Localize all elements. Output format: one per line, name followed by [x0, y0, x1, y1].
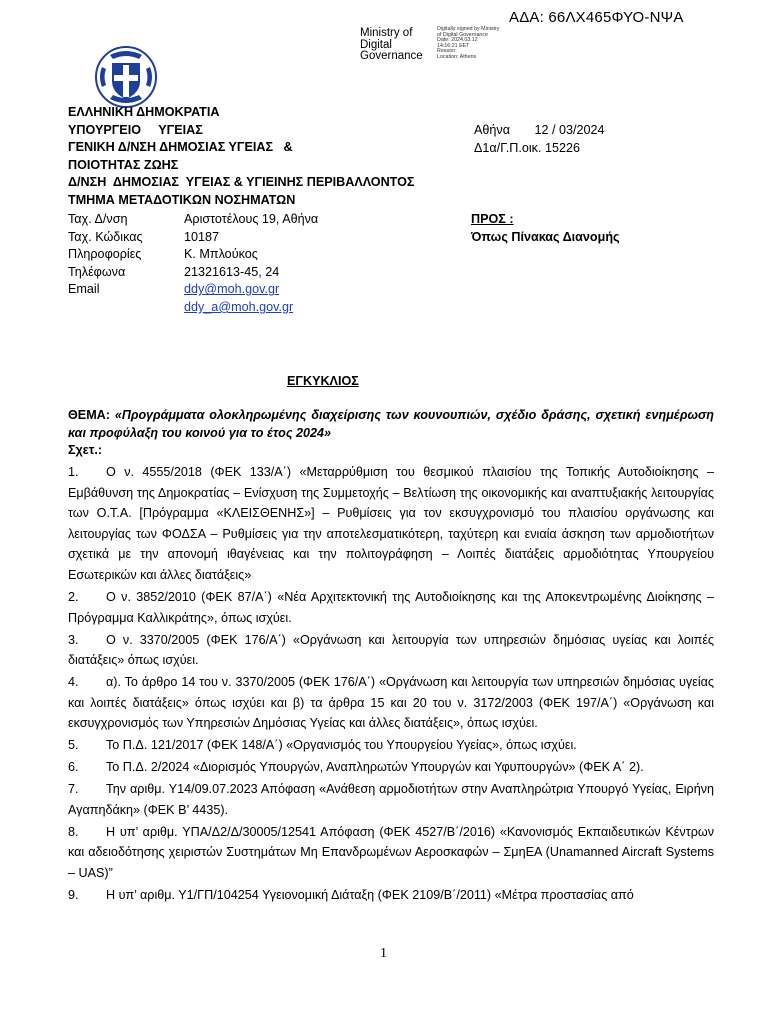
contact-value: Κ. Μπλούκος [184, 247, 258, 262]
item-number: 2. [68, 589, 79, 604]
contact-row [68, 299, 318, 317]
references-list [68, 462, 714, 907]
ministry-logo-text [360, 28, 423, 63]
contact-value: 10187 [184, 229, 220, 244]
references-label: Σχετ.: [68, 443, 103, 458]
signature-line: Date: 2024.03.12 [437, 37, 478, 44]
item-text: Ο ν. 4555/2018 (ΦΕΚ 133/Α΄) «Μεταρρύθμιση του θεσμικού πλαισίου της Τοπικής Αυτοδιοίκησης – Εμβάθυνση της Δημοκρατίας – Ενίσχυση της Συμμετοχής – Βελτίωση της οικονομικής και αναπτυξιακής λειτουργίας των Ο.Τ.Α. [Πρόγραμμα «ΚΛΕΙΣΘΕΝΗΣ»] – Ρυθμίσεις για τον εκσυγχρονισμό του πλαισίου οργάνωσης και λειτουργίας των ΦΟΔΣΑ – Ρυθμίσεις για την αποτελεσματικότερη, ταχύτερη και ενιαία άσκηση των αρμοδιοτήτων σχετικά με την απονομή ιθαγένειας και την πολιτογράφηση – Λοιπές διατάξεις αρμοδιότητας Υπουργείου Εσωτερικών και άλλες διατάξεις» [68, 465, 714, 582]
item-text: Η υπ’ αριθμ. ΥΠΑ/Δ2/Δ/30005/12541 Απόφαση (ΦΕΚ 4527/Β΄/2016) «Κανονισμός Εκπαιδευτικών Κέντρων και αδειοδότησης χειριστών Συστημάτων Μη Επανδρωμένων Αεροσκαφών – ΣμηΕΑ (Unamanned Aircraft Systems – UAS)” [68, 824, 714, 881]
reference-item [68, 885, 714, 906]
contact-row [68, 264, 318, 282]
recipients-value: Όπως Πίνακας Διανομής [471, 229, 620, 244]
header-line: Δ/ΝΣΗ ΔΗΜΟΣΙΑΣ ΥΓΕΙΑΣ & ΥΓΙΕΙΝΗΣ ΠΕΡΙΒΑΛΛΟΝΤΟΣ [68, 175, 415, 190]
document-type-title: ΕΓΚΥΚΛΙΟΣ [287, 374, 359, 388]
issuer-header [68, 104, 468, 210]
reference-item [68, 630, 714, 671]
item-text: Το Π.Δ. 121/2017 (ΦΕΚ 148/Α΄) «Οργανισμός του Υπουργείου Υγείας», όπως ισχύει. [106, 738, 577, 753]
subject-block [68, 407, 714, 460]
date-protocol-block [474, 122, 605, 157]
ada-code: ΑΔΑ: 66ΛΧ465ΦΥΟ-ΝΨΑ [509, 9, 684, 26]
ministry-line: Ministry of [360, 27, 413, 39]
item-number: 4. [68, 675, 79, 690]
reference-item [68, 779, 714, 820]
page-number: 1 [380, 946, 387, 961]
reference-item [68, 822, 714, 884]
signature-line: Location: Athens [437, 53, 477, 60]
greek-emblem-icon [94, 45, 158, 109]
place-date: Αθήνα 12 / 03/2024 [474, 123, 605, 137]
item-number: 5. [68, 738, 79, 753]
header-line: ΠΟΙΟΤΗΤΑΣ ΖΩΗΣ [68, 157, 179, 172]
contact-row [68, 229, 318, 247]
subject-label: ΘΕΜΑ: [68, 408, 110, 422]
item-number: 1. [68, 465, 79, 479]
contact-label: Email [68, 282, 100, 297]
reference-item [68, 735, 714, 756]
item-number: 8. [68, 824, 79, 839]
contact-label: Πληροφορίες [68, 247, 142, 262]
header-line: ΕΛΛΗΝΙΚΗ ΔΗΜΟΚΡΑΤΙΑ [68, 105, 220, 119]
signature-line: of Digital Governance [437, 31, 488, 38]
contact-block [68, 211, 318, 317]
recipients-block [471, 211, 620, 246]
reference-item [68, 672, 714, 734]
reference-item [68, 462, 714, 586]
contact-label: Ταχ. Δ/νση [68, 212, 128, 226]
contact-label: Τηλέφωνα [68, 264, 126, 279]
contact-label: Ταχ. Κώδικας [68, 229, 143, 244]
item-text: Ο ν. 3370/2005 (ΦΕΚ 176/Α΄) «Οργάνωση και λειτουργία των υπηρεσιών δημόσιας υγείας και λοιπές διατάξεις» όπως ισχύει. [68, 632, 714, 668]
contact-value: Αριστοτέλους 19, Αθήνα [184, 212, 319, 226]
signature-line: Reason: [437, 48, 457, 55]
signature-line: Digitally signed by Ministry [437, 26, 500, 32]
email-link-2[interactable]: ddy_a@moh.gov.gr [184, 299, 294, 314]
item-number: 7. [68, 782, 79, 797]
protocol-number: Δ1α/Γ.Π.οικ. 15226 [474, 140, 580, 155]
reference-item [68, 587, 714, 628]
item-text: Το Π.Δ. 2/2024 «Διορισμός Υπουργών, Αναπληρωτών Υπουργών και Υφυπουργών» (ΦΕΚ Α΄ 2). [106, 760, 644, 775]
header-line: ΥΠΟΥΡΓΕΙΟ ΥΓΕΙΑΣ [68, 122, 203, 137]
contact-row [68, 246, 318, 264]
item-number: 3. [68, 632, 79, 647]
signature-line: 14:16:21 EET [437, 42, 470, 49]
item-text: Η υπ’ αριθμ. Υ1/ΓΠ/104254 Υγειονομική Διάταξη (ΦΕΚ 2109/Β΄/2011) «Μέτρα προστασίας από [106, 888, 634, 902]
contact-row [68, 211, 318, 229]
contact-row [68, 281, 318, 299]
reference-item [68, 757, 714, 778]
item-text: α). Το άρθρο 14 του ν. 3370/2005 (ΦΕΚ 176/Α΄) «Οργάνωση και λειτουργία των υπηρεσιών δημόσιας υγείας και λοιπές διατάξεις» όπως ισχύει και β) τα άρθρα 15 και 20 του ν. 3172/2003 (ΦΕΚ 197/Α΄) «Οργάνωση και εκσυγχρονισμός των Υπηρεσιών Δημόσιας Υγείας και άλλες διατάξεις», όπως ισχύει. [68, 675, 714, 731]
subject-text: «Προγράμματα ολοκληρωμένης διαχείρισης των κουνουπιών, σχέδιο δράσης, σχετική ενημέρωση και προφύλαξη του κοινού για το έτος 2024» [68, 408, 715, 440]
header-line: ΓΕΝΙΚΗ Δ/ΝΣΗ ΔΗΜΟΣΙΑΣ ΥΓΕΙΑΣ & [68, 140, 293, 155]
ministry-line: Digital [360, 38, 392, 51]
recipients-title: ΠΡΟΣ : [471, 212, 514, 226]
contact-value: 21321613-45, 24 [184, 264, 280, 279]
email-link-1[interactable]: ddy@moh.gov.gr [184, 282, 280, 297]
item-text: Ο ν. 3852/2010 (ΦΕΚ 87/Α΄) «Νέα Αρχιτεκτονική της Αυτοδιοίκησης και της Αποκεντρωμένης Διοίκησης – Πρόγραμμα Καλλικράτης», όπως ισχύει. [68, 589, 714, 625]
item-number: 9. [68, 888, 79, 902]
header-line: ΤΜΗΜΑ ΜΕΤΑΔΟΤΙΚΩΝ ΝΟΣΗΜΑΤΩΝ [68, 192, 296, 207]
digital-signature [437, 27, 499, 61]
ministry-line: Governance [360, 50, 423, 62]
item-number: 6. [68, 760, 79, 775]
item-text: Την αριθμ. Υ14/09.07.2023 Απόφαση «Ανάθεση αρμοδιοτήτων στην Αναπληρώτρια Υπουργό Υγείας, Ειρήνη Αγαπηδάκη» (ΦΕΚ Β’ 4435). [68, 782, 714, 817]
